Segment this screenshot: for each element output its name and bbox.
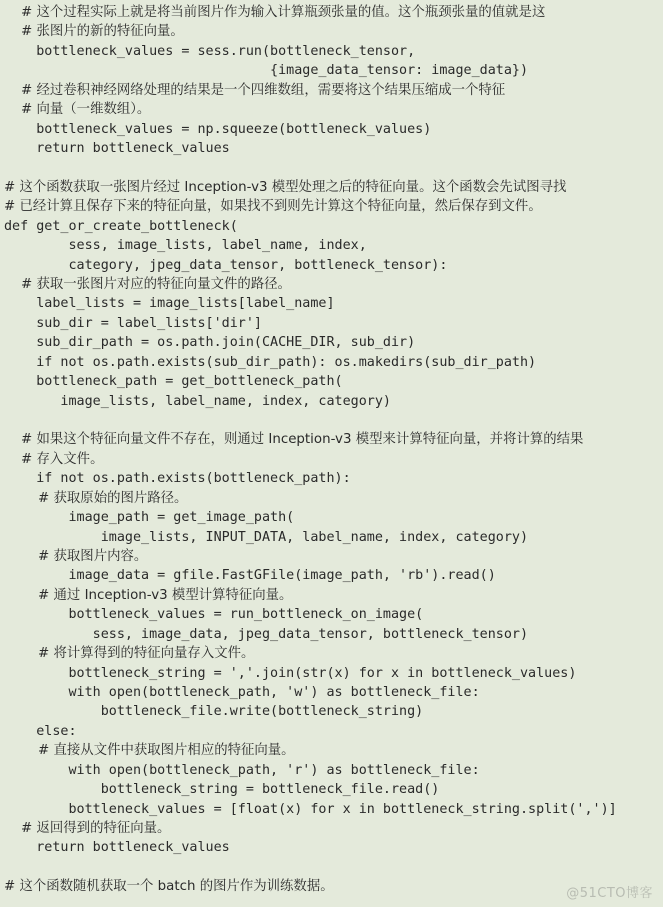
code-line: # 这个函数获取一张图片经过 Inception-v3 模型处理之后的特征向量。这个函数会先试图寻找 (4, 179, 567, 195)
code-line: bottleneck_values = run_bottleneck_on_image( (4, 607, 424, 623)
code-line: bottleneck_values = [float(x) for x in bottleneck_string.split(',')] (4, 801, 617, 817)
code-line: bottleneck_values = sess.run(bottleneck_tensor, (4, 43, 416, 59)
code-line: if not os.path.exists(sub_dir_path): os.makedirs(sub_dir_path) (4, 354, 537, 370)
code-line: label_lists = image_lists[label_name] (4, 296, 335, 312)
code-line: # 这个过程实际上就是将当前图片作为输入计算瓶颈张量的值。这个瓶颈张量的值就是这 (4, 5, 546, 20)
code-line: # 将计算得到的特征向量存入文件。 (4, 646, 255, 662)
code-line: # 返回得到的特征向量。 (4, 821, 171, 837)
code-line: # 存入文件。 (4, 451, 104, 467)
code-line: image_lists, label_name, index, category) (4, 393, 391, 409)
code-line: # 获取原始的图片路径。 (4, 490, 188, 506)
code-line: image_lists, INPUT_DATA, label_name, index, category) (4, 529, 529, 545)
code-line: # 直接从文件中获取图片相应的特征向量。 (4, 743, 295, 759)
code-line: # 已经计算且保存下来的特征向量，如果找不到则先计算这个特征向量，然后保存到文件。 (4, 199, 542, 215)
code-line: # 经过卷积神经网络处理的结果是一个四维数组，需要将这个结果压缩成一个特征 (4, 82, 506, 98)
code-line: # 向量（一维数组）。 (4, 102, 151, 118)
code-line: bottleneck_file.write(bottleneck_string) (4, 704, 424, 720)
code-line: # 这个函数随机获取一个 batch 的图片作为训练数据。 (4, 879, 334, 895)
code-line: bottleneck_values = np.squeeze(bottleneck_values) (4, 121, 432, 137)
code-line: def get_or_create_bottleneck( (4, 218, 238, 234)
code-line: category, jpeg_data_tensor, bottleneck_tensor): (4, 257, 448, 273)
code-line: with open(bottleneck_path, 'r') as bottleneck_file: (4, 762, 480, 778)
code-line: if not os.path.exists(bottleneck_path): (4, 471, 351, 487)
code-line: # 获取一张图片对应的特征向量文件的路径。 (4, 277, 291, 293)
code-line: image_data = gfile.FastGFile(image_path, 'rb').read() (4, 568, 496, 584)
code-line: with open(bottleneck_path, 'w') as bottleneck_file: (4, 685, 480, 701)
code-line: sub_dir = label_lists['dir'] (4, 315, 262, 331)
code-line: # 通过 Inception-v3 模型计算特征向量。 (4, 587, 293, 603)
code-line: else: (4, 723, 77, 739)
code-line: return bottleneck_values (4, 840, 230, 856)
code-line: sess, image_lists, label_name, index, (4, 238, 367, 254)
code-line: image_path = get_image_path( (4, 510, 295, 526)
watermark: @51CTO博客 (566, 886, 653, 901)
code-line: bottleneck_path = get_bottleneck_path( (4, 374, 343, 390)
code-line: # 如果这个特征向量文件不存在，则通过 Inception-v3 模型来计算特征向量，并将计算的结果 (4, 432, 584, 448)
code-line: # 获取图片内容。 (4, 549, 148, 565)
code-line: sub_dir_path = os.path.join(CACHE_DIR, sub_dir) (4, 335, 416, 351)
code-line: bottleneck_string = ','.join(str(x) for x in bottleneck_values) (4, 665, 577, 681)
code-line: bottleneck_string = bottleneck_file.read() (4, 782, 440, 798)
code-line: sess, image_data, jpeg_data_tensor, bottleneck_tensor) (4, 626, 529, 642)
code-line: {image_data_tensor: image_data}) (4, 63, 529, 79)
code-line: return bottleneck_values (4, 141, 230, 156)
code-line: # 张图片的新的特征向量。 (4, 24, 184, 40)
